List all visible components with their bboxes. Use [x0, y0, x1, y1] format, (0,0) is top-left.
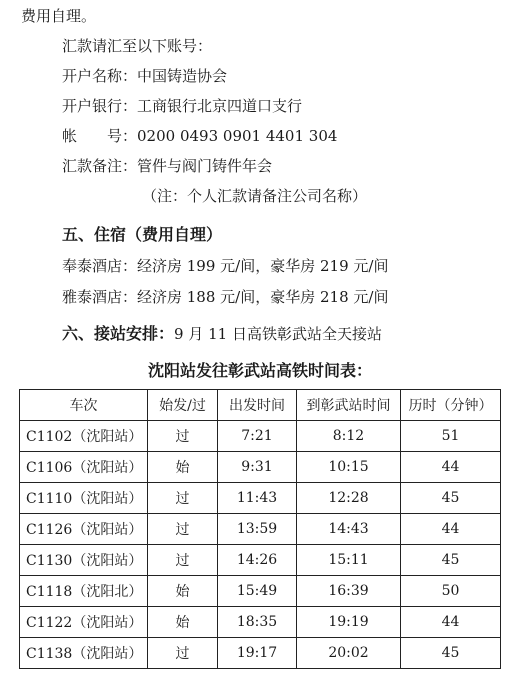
cell-duration: 44 — [401, 452, 501, 483]
cell-origin-pass: 过 — [148, 545, 218, 576]
cell-arrival: 15:11 — [297, 545, 401, 576]
header-arrival: 到彰武站时间 — [297, 390, 401, 421]
cell-departure: 7:21 — [218, 421, 297, 452]
cell-origin-pass: 过 — [148, 638, 218, 669]
cell-arrival: 8:12 — [297, 421, 401, 452]
cell-departure: 14:26 — [218, 545, 297, 576]
train-schedule-table — [19, 389, 501, 669]
table-row — [20, 545, 501, 576]
cell-origin-pass: 过 — [148, 421, 218, 452]
cell-departure: 13:59 — [218, 514, 297, 545]
header-train-no: 车次 — [20, 390, 148, 421]
cell-duration: 45 — [401, 545, 501, 576]
cell-departure: 15:49 — [218, 576, 297, 607]
cell-arrival: 14:43 — [297, 514, 401, 545]
cell-departure: 18:35 — [218, 607, 297, 638]
cell-train-no: C1102（沈阳站） — [20, 421, 148, 452]
table-row — [20, 452, 501, 483]
account-number-line — [62, 126, 337, 146]
section-6-text: 9 月 11 日高铁彰武站全天接站 — [174, 325, 382, 343]
cell-origin-pass: 始 — [148, 576, 218, 607]
hotel-1: 奉泰酒店：经济房 199 元/间，豪华房 219 元/间 — [62, 257, 389, 275]
remittance-hint: （注：个人汇款请备注公司名称） — [142, 187, 368, 205]
cell-duration: 44 — [401, 607, 501, 638]
cell-train-no: C1122（沈阳站） — [20, 607, 148, 638]
account-name: 开户名称：中国铸造协会 — [62, 67, 228, 85]
cell-departure: 9:31 — [218, 452, 297, 483]
cell-train-no: C1126（沈阳站） — [20, 514, 148, 545]
cell-arrival: 12:28 — [297, 483, 401, 514]
remittance-note: 汇款备注：管件与阀门铸件年会 — [62, 157, 273, 175]
cell-origin-pass: 始 — [148, 452, 218, 483]
cell-train-no: C1118（沈阳北） — [20, 576, 148, 607]
cell-arrival: 10:15 — [297, 452, 401, 483]
table-header-row — [20, 390, 501, 421]
section-5-title: 五、住宿（费用自理） — [62, 225, 223, 244]
cell-origin-pass: 始 — [148, 607, 218, 638]
table-row — [20, 576, 501, 607]
table-row — [20, 421, 501, 452]
account-number: 0200 0493 0901 4401 304 — [137, 127, 338, 145]
section-6 — [62, 324, 382, 344]
cell-train-no: C1106（沈阳站） — [20, 452, 148, 483]
table-row — [20, 607, 501, 638]
cell-arrival: 20:02 — [297, 638, 401, 669]
cell-train-no: C1110（沈阳站） — [20, 483, 148, 514]
table-row — [20, 514, 501, 545]
table-caption: 沈阳站发往彰武站高铁时间表： — [147, 361, 372, 380]
section-6-label: 六、接站安排： — [62, 324, 175, 343]
cell-origin-pass: 过 — [148, 514, 218, 545]
cell-duration: 45 — [401, 638, 501, 669]
cell-train-no: C1138（沈阳站） — [20, 638, 148, 669]
cell-departure: 11:43 — [218, 483, 297, 514]
cell-duration: 51 — [401, 421, 501, 452]
table-row — [20, 638, 501, 669]
header-departure: 出发时间 — [218, 390, 297, 421]
cell-arrival: 19:19 — [297, 607, 401, 638]
cell-origin-pass: 过 — [148, 483, 218, 514]
cell-arrival: 16:39 — [297, 576, 401, 607]
account-number-label: 帐 号： — [62, 127, 138, 145]
cell-duration: 50 — [401, 576, 501, 607]
cell-duration: 45 — [401, 483, 501, 514]
cell-departure: 19:17 — [218, 638, 297, 669]
continuation-line: 费用自理。 — [21, 7, 97, 25]
header-origin-pass: 始发/过 — [148, 390, 218, 421]
cell-train-no: C1130（沈阳站） — [20, 545, 148, 576]
header-duration: 历时（分钟） — [401, 390, 501, 421]
table-row — [20, 483, 501, 514]
hotel-2: 雅泰酒店：经济房 188 元/间，豪华房 218 元/间 — [62, 288, 389, 306]
cell-duration: 44 — [401, 514, 501, 545]
remittance-title: 汇款请汇至以下账号： — [62, 37, 213, 55]
bank-name: 开户银行：工商银行北京四道口支行 — [62, 97, 303, 115]
